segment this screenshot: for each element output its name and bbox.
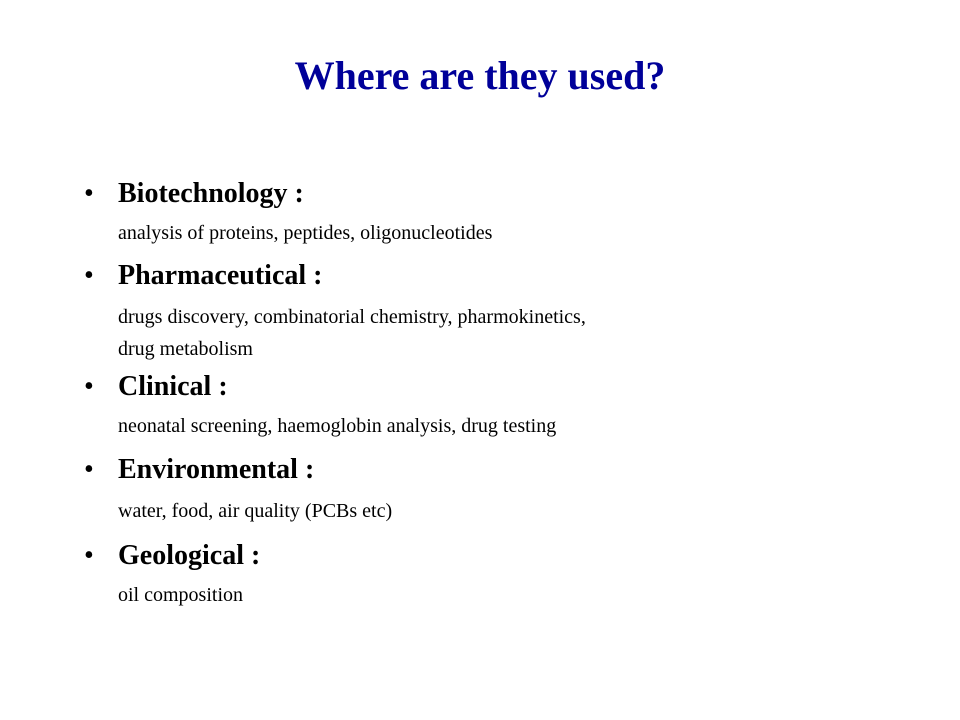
item-heading: Environmental : bbox=[118, 454, 315, 485]
item-description: water, food, air quality (PCBs etc) bbox=[118, 500, 393, 522]
item-description: oil composition bbox=[118, 584, 243, 606]
item-heading: Geological : bbox=[118, 540, 261, 571]
bullet-icon: • bbox=[84, 454, 94, 485]
bullet-icon: • bbox=[84, 178, 94, 209]
slide-title: Where are they used? bbox=[294, 53, 666, 98]
item-description: drugs discovery, combinatorial chemistry, pharmokinetics, bbox=[118, 306, 586, 328]
item-heading: Biotechnology : bbox=[118, 178, 304, 209]
item-description: neonatal screening, haemoglobin analysis, drug testing bbox=[118, 415, 557, 437]
item-description: analysis of proteins, peptides, oligonucleotides bbox=[118, 222, 493, 244]
item-description: drug metabolism bbox=[118, 338, 253, 360]
bullet-icon: • bbox=[84, 260, 94, 291]
bullet-icon: • bbox=[84, 540, 94, 571]
bullet-icon: • bbox=[84, 371, 94, 402]
item-heading: Pharmaceutical : bbox=[118, 260, 323, 291]
item-heading: Clinical : bbox=[118, 371, 228, 402]
